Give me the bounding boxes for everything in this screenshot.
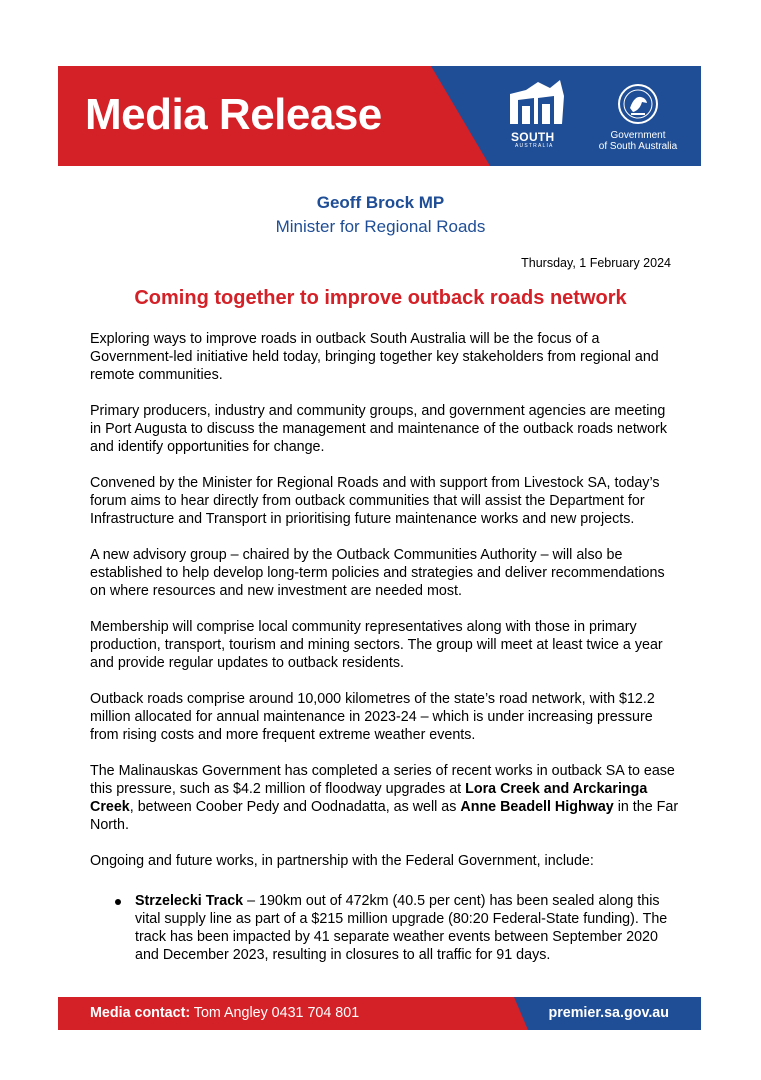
works-bullet-list [90,892,680,964]
gov-logo-line2: of South Australia [598,141,678,152]
release-body [90,330,680,964]
media-release-banner [58,66,701,166]
paragraph-7 [90,762,680,834]
banner-title: Media Release [85,90,382,139]
government-of-sa-logo [582,82,694,158]
south-australia-map-icon [504,80,568,130]
sa-logo-wordmark: SOUTH [511,130,555,144]
headline: Coming together to improve outback roads network [134,287,627,309]
piping-shrike-crest-icon [611,82,665,128]
media-contact [90,1005,359,1021]
paragraph-3: Convened by the Minister for Regional Roads and with support from Livestock SA, today’s forum aims to hear directly from outback communities that will assist the Department for Infrastructure and Transport in prioritising future maintenance works and new projects. [90,475,660,527]
footer-bar [58,997,701,1030]
bullet-icon [115,899,121,905]
paragraph-5: Membership will comprise local community representatives along with those in primary production, transport, tourism and mining sectors. The group will meet at least twice a year and provide regular updates to outback residents. [90,619,663,671]
paragraph-7-text-e: in the Far North. [90,799,679,833]
paragraph-4: A new advisory group – chaired by the Outback Communities Authority – will also be established to help develop long-term policies and strategies and deliver recommendations on where resources and new investment are needed most. [90,547,665,599]
paragraph-6: Outback roads comprise around 10,000 kilometres of the state’s road network, with $12.2 million allocated for annual maintenance in 2023-24 – which is under increasing pressure from rising costs and more frequent extreme weather events. [90,691,655,743]
media-contact-value: Tom Angley 0431 704 801 [190,1005,360,1021]
website-link[interactable]: premier.sa.gov.au [548,1005,669,1021]
release-date: Thursday, 1 February 2024 [521,256,671,270]
list-item [90,892,680,964]
bullet-title: Strzelecki Track [135,893,244,909]
paragraph-1: Exploring ways to improve roads in outback South Australia will be the focus of a Government-led initiative held today, bringing together key stakeholders from regional and remote communities. [90,331,659,383]
paragraph-7-text-a: The Malinauskas Government has completed a series of recent works in outback SA to ease this pressure, such as $4.2 million of floodway upgrades at [90,763,675,797]
paragraph-8: Ongoing and future works, in partnership with the Federal Government, include: [90,853,594,869]
bullet-text: – 190km out of 472km (40.5 per cent) has been sealed along this vital supply line as part of a $215 million upgrade (80:20 Federal-State funding). The track has been impacted by 41 separate weather events between September 2020 and December 2023, resulting in closures to all traffic for 91 days. [135,893,668,963]
minister-title: Minister for Regional Roads [275,217,486,236]
paragraph-2: Primary producers, industry and community groups, and government agencies are meeting in Port Augusta to discuss the management and maintenance of the outback roads network and identify opportunities for change. [90,403,667,455]
south-australia-logo [504,80,568,158]
paragraph-7-bold-highway: Anne Beadell Highway [460,799,614,815]
gov-logo-line1: Government [610,130,666,141]
paragraph-7-text-c: , between Coober Pedy and Oodnadatta, as well as [129,799,461,815]
media-contact-label: Media contact: [90,1005,191,1021]
sa-logo-subtext: AUSTRALIA [515,143,554,149]
minister-name: Geoff Brock MP [316,193,445,212]
paragraph-7-bold-creeks: Lora Creek and Arckaringa Creek [90,781,648,815]
